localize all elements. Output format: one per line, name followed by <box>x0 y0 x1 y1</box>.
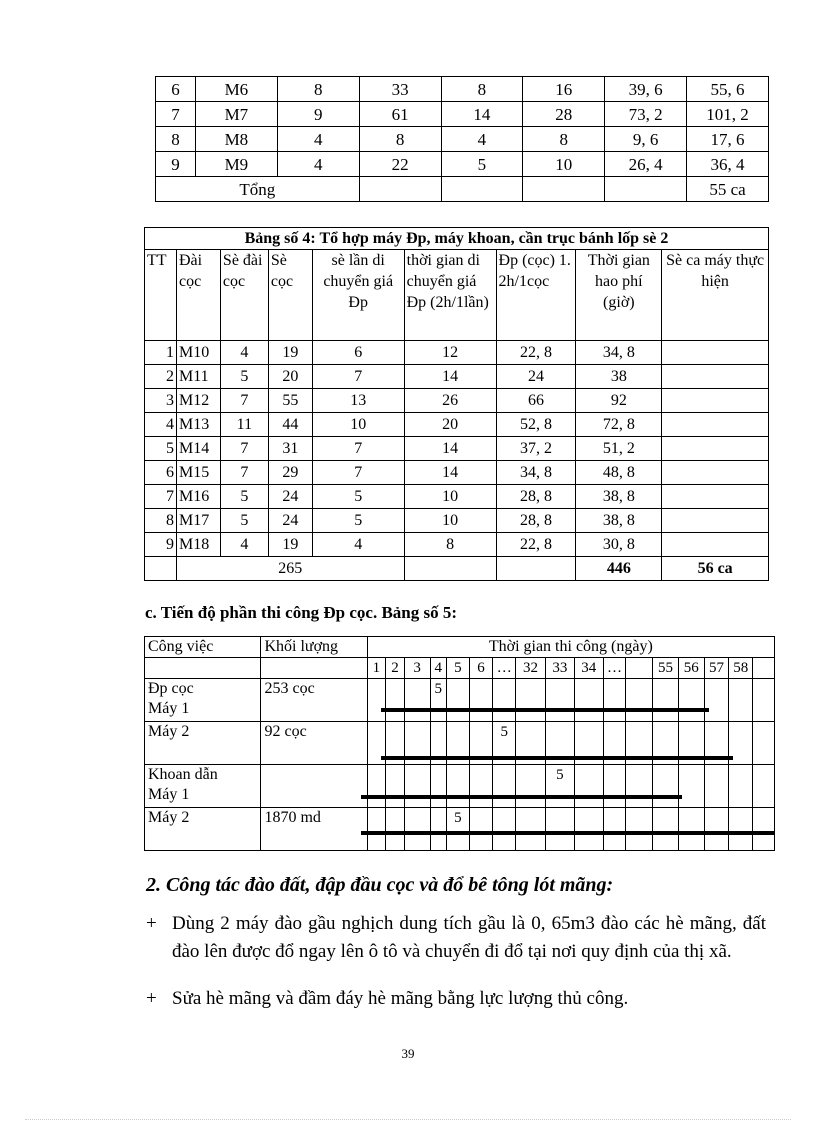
table-cell: 48, 8 <box>576 461 662 485</box>
table-cell: 39, 6 <box>605 77 687 102</box>
schedule-row <box>145 765 775 808</box>
table-cell <box>662 365 769 389</box>
day-header: … <box>603 658 626 679</box>
table-cell: 8 <box>145 509 177 533</box>
total-value: 55 ca <box>687 177 769 202</box>
table-cell <box>662 461 769 485</box>
table-cell: 26 <box>404 389 496 413</box>
table-cell: 4 <box>441 127 523 152</box>
table-cell: 14 <box>404 437 496 461</box>
day-cell <box>493 679 516 722</box>
table-cell <box>145 557 177 581</box>
day-cell <box>430 765 446 808</box>
day-cell <box>603 679 626 722</box>
table-cell <box>441 177 523 202</box>
table-cell: 19 <box>268 341 312 365</box>
day-cell <box>493 765 516 808</box>
gantt-bar-work2 <box>381 756 733 760</box>
total-hours: 446 <box>576 557 662 581</box>
table-cell: 51, 2 <box>576 437 662 461</box>
table-cell: 5 <box>145 437 177 461</box>
table-cell: 9 <box>277 102 359 127</box>
day-cell <box>574 765 603 808</box>
total-label: Tổng <box>156 177 360 202</box>
table-cell: 9 <box>156 152 196 177</box>
table-cell: 9, 6 <box>605 127 687 152</box>
table-row <box>145 437 769 461</box>
table-cell: 37, 2 <box>496 437 576 461</box>
table-cell: 55, 6 <box>687 77 769 102</box>
table-cell: 5 <box>220 509 268 533</box>
table-cell: M6 <box>195 77 277 102</box>
table-cell: 66 <box>496 389 576 413</box>
table-cell: 2 <box>145 365 177 389</box>
table-cell: M16 <box>176 485 220 509</box>
table-cell: 6 <box>145 461 177 485</box>
table-cell: 5 <box>441 152 523 177</box>
table-cell: M13 <box>176 413 220 437</box>
day-cell <box>729 808 753 851</box>
table-cell <box>404 557 496 581</box>
table-cell <box>662 485 769 509</box>
table-cell: 10 <box>404 509 496 533</box>
table-cell: M9 <box>195 152 277 177</box>
table-cell: 92 <box>576 389 662 413</box>
table-cell <box>662 389 769 413</box>
day-cell <box>367 679 386 722</box>
day-header: 55 <box>653 658 679 679</box>
table-cell: 44 <box>268 413 312 437</box>
day-cell <box>626 765 653 808</box>
table-cell: 22, 8 <box>496 533 576 557</box>
day-header: 34 <box>574 658 603 679</box>
table-cell: 4 <box>220 341 268 365</box>
table-cell: 16 <box>523 77 605 102</box>
column-header: Sè cọc <box>268 250 312 341</box>
table-cell: 24 <box>268 485 312 509</box>
table-4 <box>144 227 769 581</box>
day-cell <box>653 808 679 851</box>
day-cell <box>545 808 574 851</box>
table-cell: 17, 6 <box>687 127 769 152</box>
table-cell: 28 <box>523 102 605 127</box>
table-cell: 31 <box>268 437 312 461</box>
day-cell <box>516 765 546 808</box>
column-header: Đài cọc <box>176 250 220 341</box>
table-cell: 5 <box>220 485 268 509</box>
table-row <box>156 127 769 152</box>
col-time-header: Thời gian thi công (ngày) <box>367 637 774 658</box>
table-cell: 9 <box>145 533 177 557</box>
table-cell: 1 <box>145 341 177 365</box>
table-cell: 4 <box>220 533 268 557</box>
table-cell: 22, 8 <box>496 341 576 365</box>
table-cell: 52, 8 <box>496 413 576 437</box>
table-cell: 7 <box>220 437 268 461</box>
day-header: 2 <box>386 658 405 679</box>
table-cell <box>523 177 605 202</box>
day-cell <box>574 679 603 722</box>
table-cell: 7 <box>312 437 404 461</box>
bullet-2-mark: + <box>146 988 157 1009</box>
work1-volume: 253 cọc <box>261 679 367 722</box>
table-cell: 38, 8 <box>576 485 662 509</box>
table-cell: M17 <box>176 509 220 533</box>
day-cell <box>469 765 493 808</box>
day-cell <box>574 808 603 851</box>
work1-name: Đp cọc <box>148 680 194 697</box>
day-cell <box>704 808 729 851</box>
day-cell <box>386 679 405 722</box>
day-cell <box>446 765 469 808</box>
table-cell: 10 <box>312 413 404 437</box>
day-cell <box>430 808 446 851</box>
table-row <box>145 533 769 557</box>
table-4-title: Bảng số 4: Tổ hợp máy Đp, máy khoan, cần trục bánh lốp sè 2 <box>145 228 769 250</box>
table-row <box>145 413 769 437</box>
table-cell: 72, 8 <box>576 413 662 437</box>
day-marker: 5 <box>545 765 574 808</box>
table-cell <box>662 341 769 365</box>
work3-name: Khoan dẫn <box>148 766 218 783</box>
table-cell: 7 <box>312 461 404 485</box>
table-cell: 73, 2 <box>605 102 687 127</box>
table-cell: 4 <box>145 413 177 437</box>
table-cell: 28, 8 <box>496 485 576 509</box>
table-cell: 8 <box>156 127 196 152</box>
table-cell: M10 <box>176 341 220 365</box>
day-header: 1 <box>367 658 386 679</box>
table-cell: 5 <box>220 365 268 389</box>
table-row <box>156 152 769 177</box>
gantt-bar-work3 <box>361 795 682 799</box>
gantt-bar-work4 <box>361 831 774 835</box>
day-cell <box>753 722 775 765</box>
table-cell: 38 <box>576 365 662 389</box>
day-cell <box>367 808 386 851</box>
day-cell <box>545 679 574 722</box>
table-cell: 7 <box>156 102 196 127</box>
table-cell: 26, 4 <box>605 152 687 177</box>
machine-table-continued <box>155 76 769 202</box>
day-cell <box>404 808 430 851</box>
total-row <box>156 177 769 202</box>
day-cell <box>404 679 430 722</box>
heading-schedule: c. Tiến độ phần thi công Đp cọc. Bảng số 5: <box>145 603 458 622</box>
bullet-1-mark: + <box>146 913 157 934</box>
table-row <box>156 102 769 127</box>
table-cell: 55 <box>268 389 312 413</box>
table-cell: 10 <box>523 152 605 177</box>
column-header: Thời gian hao phí (giờ) <box>576 250 662 341</box>
column-header: Đp (cọc) 1. 2h/1cọc <box>496 250 576 341</box>
table-cell: 19 <box>268 533 312 557</box>
work4-name: Máy 2 <box>145 808 261 851</box>
day-cell <box>704 765 729 808</box>
table-cell: 22 <box>359 152 441 177</box>
day-cell <box>404 765 430 808</box>
table-cell: M14 <box>176 437 220 461</box>
table-cell: 20 <box>268 365 312 389</box>
table-cell: 28, 8 <box>496 509 576 533</box>
bullet-2-text: Sửa hè mãng và đầm đáy hè mãng bằng lực lượng thủ công. <box>172 988 629 1009</box>
table-cell: 11 <box>220 413 268 437</box>
table-cell: 8 <box>523 127 605 152</box>
day-cell <box>469 808 493 851</box>
table-row <box>145 341 769 365</box>
day-cell <box>753 679 775 722</box>
day-cell <box>386 808 405 851</box>
work4-volume: 1870 md <box>261 808 367 851</box>
table-cell: 8 <box>359 127 441 152</box>
day-cell <box>626 679 653 722</box>
table-cell: 4 <box>277 152 359 177</box>
day-cell <box>367 765 386 808</box>
table-cell <box>605 177 687 202</box>
table-cell: 7 <box>220 389 268 413</box>
day-cell <box>678 765 704 808</box>
day-cell <box>469 679 493 722</box>
page-number: 39 <box>401 1046 415 1061</box>
table-cell <box>662 533 769 557</box>
table-cell: 7 <box>312 365 404 389</box>
schedule-row <box>145 679 775 722</box>
day-cell <box>753 808 775 851</box>
table-row <box>145 389 769 413</box>
day-cell <box>603 765 626 808</box>
table-row <box>145 509 769 533</box>
day-header: 4 <box>430 658 446 679</box>
table-row <box>145 485 769 509</box>
table-cell <box>496 557 576 581</box>
day-cell <box>446 679 469 722</box>
column-header: Sè ca máy thực hiện <box>662 250 769 341</box>
table-cell: 4 <box>312 533 404 557</box>
table-cell: 34, 8 <box>576 341 662 365</box>
section-2-title: 2. Công tác đào đất, đập đầu cọc và đổ bê tông lót mãng: <box>146 874 614 896</box>
day-header: 6 <box>469 658 493 679</box>
table-cell: 30, 8 <box>576 533 662 557</box>
col-work-header: Công việc <box>145 637 261 658</box>
footer-divider <box>25 1119 791 1120</box>
day-header <box>626 658 653 679</box>
table-cell <box>662 437 769 461</box>
day-cell <box>678 679 704 722</box>
day-cell <box>386 765 405 808</box>
day-cell <box>603 808 626 851</box>
day-cell <box>678 808 704 851</box>
table-row <box>145 365 769 389</box>
table-cell: 7 <box>145 485 177 509</box>
day-cell <box>516 679 546 722</box>
day-cell <box>626 808 653 851</box>
table-cell: 36, 4 <box>687 152 769 177</box>
gantt-bar-work1 <box>381 708 709 712</box>
day-cell <box>653 765 679 808</box>
total-shifts: 56 ca <box>662 557 769 581</box>
day-marker: 5 <box>446 808 469 851</box>
day-cell <box>516 808 546 851</box>
table-row <box>156 77 769 102</box>
table-cell: 8 <box>404 533 496 557</box>
day-cell <box>729 679 753 722</box>
table-cell <box>662 509 769 533</box>
table-cell: 5 <box>312 509 404 533</box>
table-cell: 101, 2 <box>687 102 769 127</box>
table-cell: 20 <box>404 413 496 437</box>
schedule-table <box>144 636 775 851</box>
table-cell: 14 <box>404 365 496 389</box>
table-cell <box>662 413 769 437</box>
table-cell: 29 <box>268 461 312 485</box>
day-header: 56 <box>678 658 704 679</box>
work2-name: Máy 2 <box>145 722 261 765</box>
table-cell <box>359 177 441 202</box>
table-cell: M7 <box>195 102 277 127</box>
day-header <box>753 658 775 679</box>
schedule-row <box>145 808 775 851</box>
column-header: Sè đài cọc <box>220 250 268 341</box>
work3-machine: Máy 1 <box>148 786 190 803</box>
table-cell: 61 <box>359 102 441 127</box>
table-cell: 38, 8 <box>576 509 662 533</box>
day-marker: 5 <box>430 679 446 722</box>
total-row <box>145 557 769 581</box>
work2-volume: 92 cọc <box>261 722 367 765</box>
column-header: sè lần di chuyển giá Đp <box>312 250 404 341</box>
table-cell: 13 <box>312 389 404 413</box>
table-cell: 6 <box>156 77 196 102</box>
day-cell <box>729 765 753 808</box>
day-header: 33 <box>545 658 574 679</box>
column-header: thời gian di chuyển giá Đp (2h/1lần) <box>404 250 496 341</box>
col-volume-header: Khối lượng <box>261 637 367 658</box>
table-cell: M18 <box>176 533 220 557</box>
bullet-1-text: Dùng 2 máy đào gầu nghịch dung tích gầu là 0, 65m3 đào các hè mãng, đất đào lên được đổ ngay lên ô tô và chuyển đi đổ tại nơi quy định của thị xã. <box>172 913 766 962</box>
table-cell: 3 <box>145 389 177 413</box>
day-cell <box>653 679 679 722</box>
table-cell: 7 <box>220 461 268 485</box>
work1-machine: Máy 1 <box>148 700 190 717</box>
day-marker: 5 <box>493 722 516 765</box>
bullet-1 <box>146 910 766 994</box>
table-cell: 10 <box>404 485 496 509</box>
table-cell: 8 <box>277 77 359 102</box>
table-cell: M8 <box>195 127 277 152</box>
column-header: TT <box>145 250 177 341</box>
table-cell: 12 <box>404 341 496 365</box>
table-cell: 24 <box>268 509 312 533</box>
day-cell <box>704 679 729 722</box>
table-cell: 14 <box>404 461 496 485</box>
day-header: 57 <box>704 658 729 679</box>
table-cell: 33 <box>359 77 441 102</box>
day-header: 3 <box>404 658 430 679</box>
table-cell: 4 <box>277 127 359 152</box>
table-cell: 14 <box>441 102 523 127</box>
table-cell: M11 <box>176 365 220 389</box>
day-header: … <box>493 658 516 679</box>
day-header: 58 <box>729 658 753 679</box>
table-cell: 24 <box>496 365 576 389</box>
table-row <box>145 461 769 485</box>
table-cell: 6 <box>312 341 404 365</box>
table-cell: M12 <box>176 389 220 413</box>
table-cell: 34, 8 <box>496 461 576 485</box>
day-header: 32 <box>516 658 546 679</box>
table-cell: 5 <box>312 485 404 509</box>
table-cell: 8 <box>441 77 523 102</box>
day-cell <box>493 808 516 851</box>
table-cell: M15 <box>176 461 220 485</box>
day-cell <box>753 765 775 808</box>
total-piles: 265 <box>176 557 404 581</box>
day-header: 5 <box>446 658 469 679</box>
